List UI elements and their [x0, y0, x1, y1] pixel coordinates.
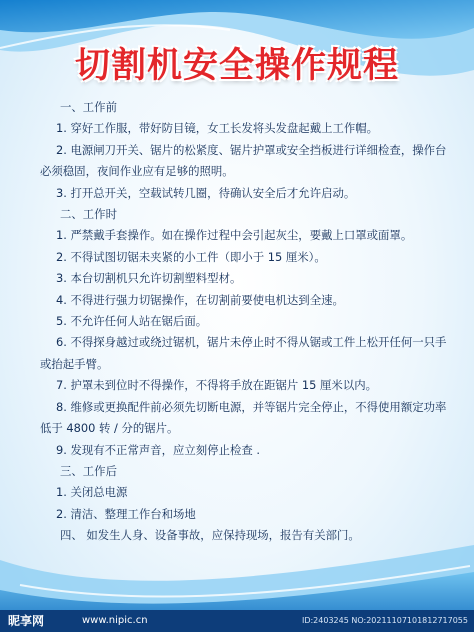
rule-during-8: 8. 维修或更换配件前必须先切断电源，并等锯片完全停止，不得使用额定功率低于 4800 转 / 分的锯片。: [40, 399, 447, 436]
rule-during-1: 1. 严禁戴手套操作。如在操作过程中会引起灰尘，要戴上口罩或面罩。: [56, 228, 413, 243]
rule-during-6: 6. 不得探身越过或绕过锯机，锯片未停止时不得从锯或工件上松开任何一只手或抬起手臂。: [40, 335, 447, 371]
rule-during-9: 9. 发现有不正常声音，应立刻停止检查 .: [56, 442, 260, 457]
section-heading-after-work: 三、工作后: [60, 463, 117, 478]
rule-during-4: 4. 不得进行强力切锯操作，在切割前要使电机达到全速。: [56, 292, 344, 307]
rule-after-1: 1. 关闭总电源: [56, 485, 128, 500]
rule-before-1: 1. 穿好工作服，带好防目镜，女工长发将头发盘起戴上工作帽。: [56, 121, 379, 136]
section-heading-during-work: 二、工作时: [60, 207, 117, 222]
closing-rule: 四、 如发生人身、设备事故，应保持现场，报告有关部门。: [60, 528, 360, 543]
rule-after-2: 2. 清洁、整理工作台和场地: [56, 506, 196, 521]
watermark-bar: [0, 610, 474, 632]
site-url: www.nipic.cn: [82, 615, 148, 626]
rules-body: [40, 97, 450, 547]
rule-before-3: 3. 打开总开关，空载试转几圈，待确认安全后才允许启动。: [56, 185, 356, 200]
section-heading-before-work: 一、工作前: [60, 100, 117, 114]
image-id: ID:2403245 NO:20211107101812717055: [301, 616, 468, 625]
rule-during-2: 2. 不得试图切锯未夹紧的小工件（即小于 15 厘米）。: [56, 249, 326, 264]
rule-before-2: 2. 电源闸刀开关、锯片的松紧度、锯片护罩或安全挡板进行详细检查，操作台必须稳固，夜间作业应有足够的照明。: [40, 142, 447, 179]
site-logo: 昵享网: [8, 614, 45, 628]
poster-title: 切割机安全操作规程: [74, 46, 399, 86]
rule-during-5: 5. 不允许任何人站在锯后面。: [56, 314, 208, 329]
rule-during-7: 7. 护罩未到位时不得操作，不得将手放在距锯片 15 厘米以内。: [56, 378, 377, 393]
rule-during-3: 3. 本台切割机只允许切割塑料型材。: [56, 271, 242, 286]
